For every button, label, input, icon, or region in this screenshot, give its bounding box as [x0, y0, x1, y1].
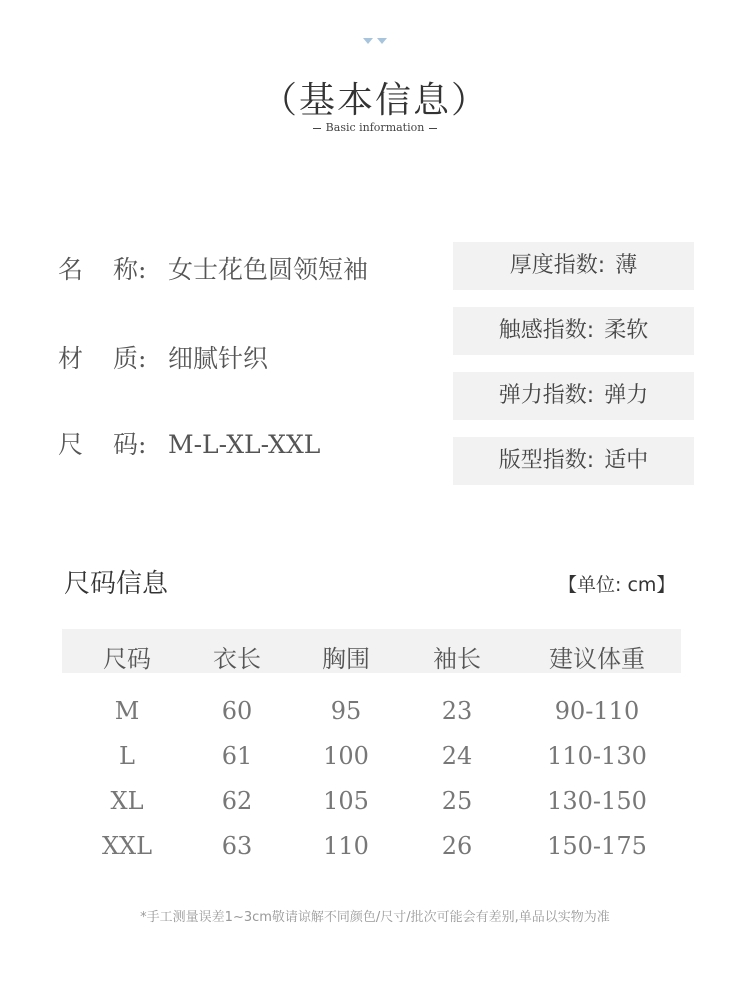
table-cell-chest: 110	[323, 832, 369, 860]
header-weight: 建议体重	[549, 645, 645, 673]
info-row-material	[58, 339, 268, 375]
index-thickness	[453, 242, 694, 290]
index-value: 薄	[615, 253, 638, 278]
index-label: 版型指数:	[498, 448, 595, 473]
info-value: M-L-XL-XXL	[168, 430, 321, 459]
index-value: 柔软	[604, 318, 649, 343]
index-label: 弹力指数:	[498, 383, 595, 408]
subtitle-dash-right	[429, 128, 437, 129]
table-cell-weight: 150-175	[547, 832, 647, 860]
table-cell-length: 62	[221, 787, 253, 815]
index-elasticity	[453, 372, 694, 420]
table-cell-sleeve: 24	[441, 742, 473, 770]
header-chest: 胸围	[322, 645, 370, 673]
unit-label: 【单位: cm】	[558, 574, 676, 596]
table-cell-length: 61	[221, 742, 253, 770]
index-touch	[453, 307, 694, 355]
subtitle-dash-left	[313, 128, 321, 129]
index-fit	[453, 437, 694, 485]
table-cell-length: 63	[221, 832, 253, 860]
index-label: 厚度指数:	[509, 253, 606, 278]
info-label: 材 质:	[58, 344, 147, 373]
table-cell-size: XXL	[101, 832, 153, 860]
info-label: 名 称:	[58, 255, 147, 284]
table-cell-size: L	[119, 742, 135, 770]
size-table-header	[62, 629, 681, 673]
double-chevron-down-icon	[361, 36, 389, 46]
info-row-size	[58, 425, 320, 461]
size-section-title: 尺码信息	[64, 569, 169, 599]
index-label: 触感指数:	[498, 318, 595, 343]
header-length: 衣长	[213, 645, 261, 673]
subtitle-text: Basic information	[325, 121, 425, 134]
info-label: 尺 码:	[58, 430, 147, 459]
table-cell-size: XL	[110, 787, 144, 815]
table-cell-sleeve: 25	[441, 787, 473, 815]
header-size: 尺码	[103, 645, 151, 673]
table-cell-chest: 95	[330, 697, 362, 725]
table-cell-weight: 110-130	[547, 742, 647, 770]
table-cell-weight: 90-110	[554, 697, 640, 725]
table-cell-length: 60	[221, 697, 253, 725]
table-cell-chest: 100	[323, 742, 369, 770]
page-subtitle	[0, 121, 750, 134]
table-cell-sleeve: 26	[441, 832, 473, 860]
table-cell-chest: 105	[323, 787, 369, 815]
info-value: 细腻针织	[168, 344, 269, 373]
table-cell-weight: 130-150	[547, 787, 647, 815]
index-value: 弹力	[604, 383, 649, 408]
info-row-name	[58, 250, 368, 286]
table-cell-sleeve: 23	[441, 697, 473, 725]
header-sleeve: 袖长	[433, 645, 481, 673]
table-cell-size: M	[114, 697, 140, 725]
page-title: （基本信息）	[260, 80, 489, 121]
index-value: 适中	[604, 448, 649, 473]
measurement-footnote: *手工测量误差1~3cm敬请谅解不同颜色/尺寸/批次可能会有差别,单品以实物为准	[140, 910, 610, 925]
info-value: 女士花色圆领短袖	[168, 255, 369, 284]
